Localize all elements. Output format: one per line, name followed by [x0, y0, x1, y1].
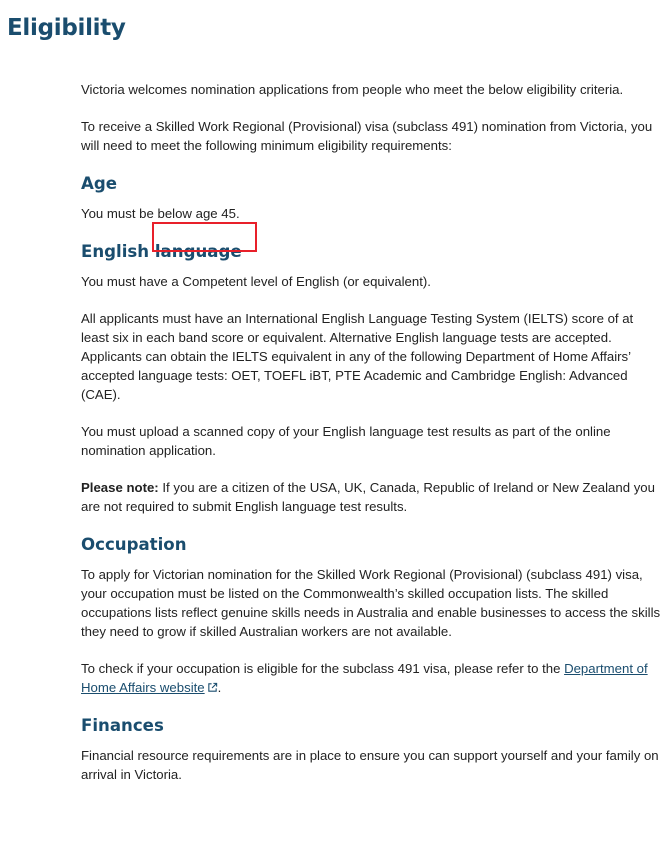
- external-link-icon: [207, 682, 218, 693]
- finances-paragraph-1: Financial resource requirements are in place to ensure you can support yourself and your family on arrival in Victoria.: [81, 748, 659, 782]
- age-requirement-text: You must be below age 45.: [81, 206, 240, 221]
- main-content: [81, 80, 661, 802]
- page-title: Eligibility: [7, 15, 126, 41]
- occupation-paragraph-2-text: To check if your occupation is eligible for the subclass 491 visa, please refer to the: [81, 661, 565, 676]
- occupation-heading: Occupation: [81, 535, 187, 554]
- note-label: Please note:: [81, 480, 159, 495]
- english-note: [81, 478, 661, 516]
- home-affairs-website-link-label: Department of Home Affairs website: [81, 661, 648, 695]
- occupation-paragraph-2: [81, 659, 661, 697]
- english-language-heading: English language: [81, 242, 242, 261]
- english-paragraph-2: All applicants must have an International English Language Testing System (IELTS) score of at least six in each band score or equivalent. Alternative English language tests are accepted. Applicants can obtain the IELTS equivalent in any of the following Department of Home Affairs’ accepted language tests: OET, TOEFL iBT, PTE Academic and Cambridge English: Advanced (CAE).: [81, 311, 634, 402]
- note-text: If you are a citizen of the USA, UK, Canada, Republic of Ireland or New Zealand you are not required to submit English language test results.: [81, 480, 655, 514]
- intro-paragraph-2: To receive a Skilled Work Regional (Provisional) visa (subclass 491) nomination from Victoria, you will need to meet the following minimum eligibility requirements:: [81, 119, 653, 153]
- finances-heading: Finances: [81, 716, 164, 735]
- english-paragraph-3: You must upload a scanned copy of your English language test results as part of the online nomination application.: [81, 424, 611, 458]
- age-heading: Age: [81, 174, 117, 193]
- occupation-paragraph-2-end: .: [217, 680, 222, 695]
- english-paragraph-1: You must have a Competent level of English (or equivalent).: [81, 274, 431, 289]
- intro-paragraph-1: Victoria welcomes nomination applications from people who meet the below eligibility criteria.: [81, 82, 624, 97]
- occupation-paragraph-1: To apply for Victorian nomination for the Skilled Work Regional (Provisional) (subclass 491) visa, your occupation must be listed on the Commonwealth’s skilled occupation lists. The skilled occupations lists reflect genuine skills needs in Australia and enable businesses to access the skills they need to grow if skilled Australian workers are not available.: [81, 567, 661, 639]
